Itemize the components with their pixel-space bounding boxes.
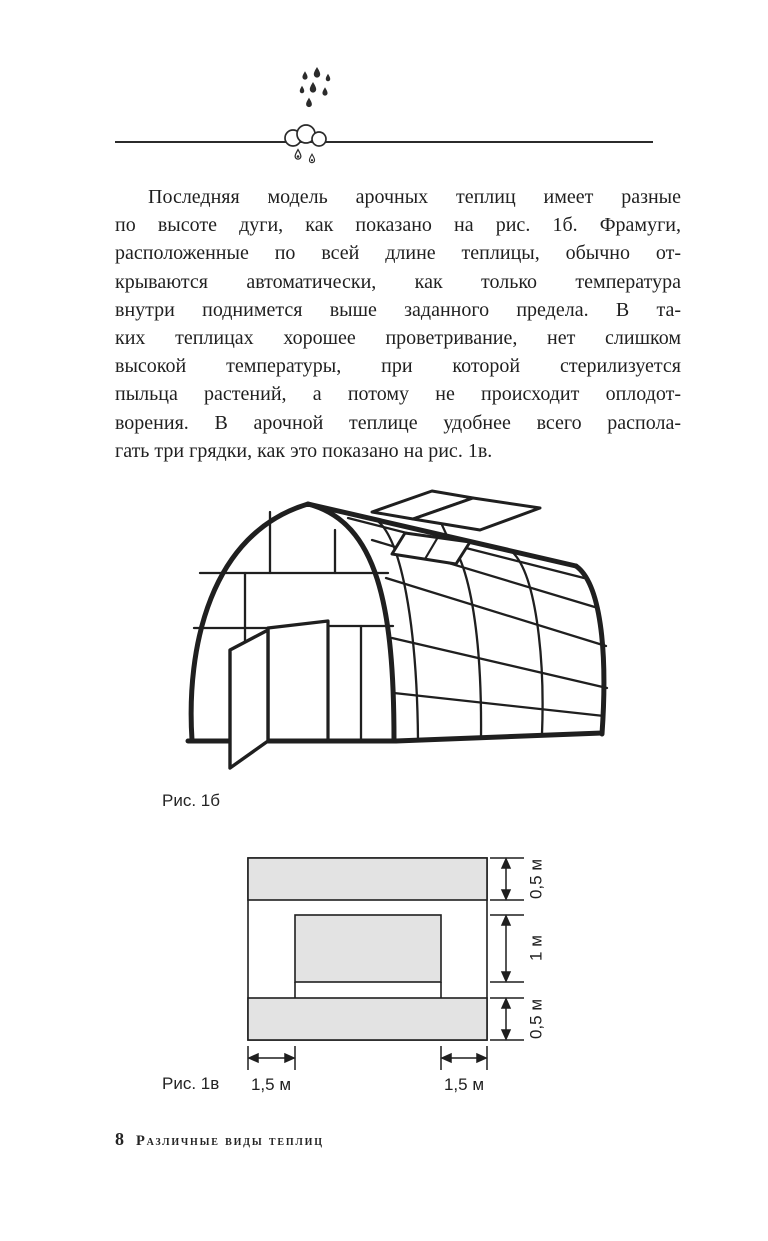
figure-caption-1v: Рис. 1в	[162, 1074, 220, 1093]
text-line: высокой температуры, при которой стерилизуется	[115, 355, 681, 378]
plan-bottom-bed	[248, 998, 487, 1040]
header-rule	[115, 141, 653, 143]
plan-vertical-dimensions	[490, 858, 524, 1040]
dim-label-bottom-bed: 0,5 м	[526, 998, 546, 1040]
dim-label-top-bed: 0,5 м	[526, 858, 546, 900]
page-footer	[115, 1129, 324, 1150]
text-line: пыльца растений, а потому не происходит оплодот-	[115, 383, 681, 406]
paragraph	[115, 183, 681, 465]
text-line: ворения. В арочной теплице удобнее всего распола-	[115, 411, 681, 434]
text-line: крываются автоматически, как только температура	[115, 270, 681, 293]
running-title: Различные виды теплиц	[136, 1133, 324, 1149]
page-number: 8	[115, 1129, 124, 1149]
text-line: гать три грядки, как это показано на рис. 1в.	[115, 439, 493, 462]
dim-label-middle-bed: 1 м	[526, 935, 546, 961]
bed-plan-figure	[240, 850, 570, 1100]
figure-caption-1b: Рис. 1б	[162, 791, 220, 810]
text-line: по высоте дуги, как показано на рис. 1б. Фрамуги,	[115, 214, 681, 237]
plan-middle-bed	[295, 915, 441, 982]
dim-label-right-span: 1,5 м	[443, 1075, 485, 1094]
dim-label-left-span: 1,5 м	[250, 1075, 292, 1094]
plan-horizontal-dimensions	[248, 1046, 487, 1070]
cloud-ornament-icon	[278, 123, 334, 173]
text-line: расположенные по всей длине теплицы, обычно от-	[115, 242, 681, 265]
text-line: ких теплицах хорошее проветривание, нет слишком	[115, 327, 681, 350]
text-line: Последняя модель арочных теплиц имеет разные	[148, 186, 681, 208]
raindrops-icon	[296, 66, 340, 112]
text-line: внутри поднимется выше заданного предела. В та-	[115, 298, 681, 321]
greenhouse-door	[230, 621, 328, 768]
plan-top-bed	[248, 858, 487, 900]
greenhouse-figure	[180, 478, 610, 778]
